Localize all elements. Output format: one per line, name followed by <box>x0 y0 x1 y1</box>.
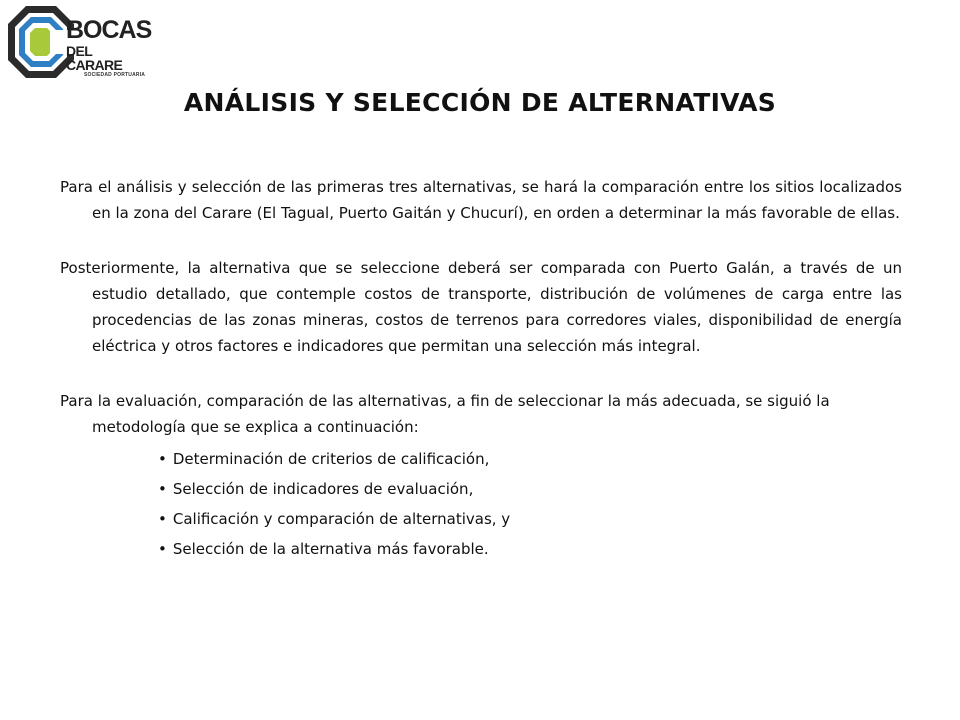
company-logo <box>6 4 152 80</box>
logo-wordmark-line1: BOCAS <box>66 16 152 44</box>
list-item <box>158 474 902 504</box>
list-item-text: Selección de indicadores de evaluación, <box>172 480 474 498</box>
list-item-text: Calificación y comparación de alternativas, y <box>172 510 511 528</box>
list-item-text: Selección de la alternativa más favorable. <box>172 540 489 558</box>
logo-wordmark-line2: DEL CARARE <box>66 43 123 73</box>
bullet-icon: • <box>158 510 167 528</box>
slide-title: ANÁLISIS Y SELECCIÓN DE ALTERNATIVAS <box>183 88 777 117</box>
list-item-text: Determinación de criterios de calificación, <box>172 450 490 468</box>
bullet-icon: • <box>158 480 167 498</box>
logo-wordmark-line3: SOCIEDAD PORTUARIA <box>84 72 146 78</box>
paragraph-2: Posteriormente, la alternativa que se seleccione deberá ser comparada con Puerto Galán, a través de un estudio detallado, que contemple costos de transporte, distribución de volúmenes de carga entre las procedencias de las zonas mineras, costos de terrenos para corredores viales, disponibilidad de energía eléctrica y otros factores e indicadores que permitan una selección más integral. <box>60 259 902 355</box>
slide-body <box>60 174 902 564</box>
logo-wordmark <box>66 18 151 78</box>
list-item <box>158 504 902 534</box>
bullet-icon: • <box>158 540 167 558</box>
list-item <box>158 534 902 564</box>
methodology-list <box>60 444 902 564</box>
paragraph-3: Para la evaluación, comparación de las alternativas, a fin de seleccionar la más adecuada, se siguió la metodología que se explica a continuación: <box>60 392 830 436</box>
bullet-icon: • <box>158 450 167 468</box>
paragraph-1: Para el análisis y selección de las primeras tres alternativas, se hará la comparación entre los sitios localizados en la zona del Carare (El Tagual, Puerto Gaitán y Chucurí), en orden a determinar la más favorable de ellas. <box>60 178 902 222</box>
list-item <box>158 444 902 474</box>
